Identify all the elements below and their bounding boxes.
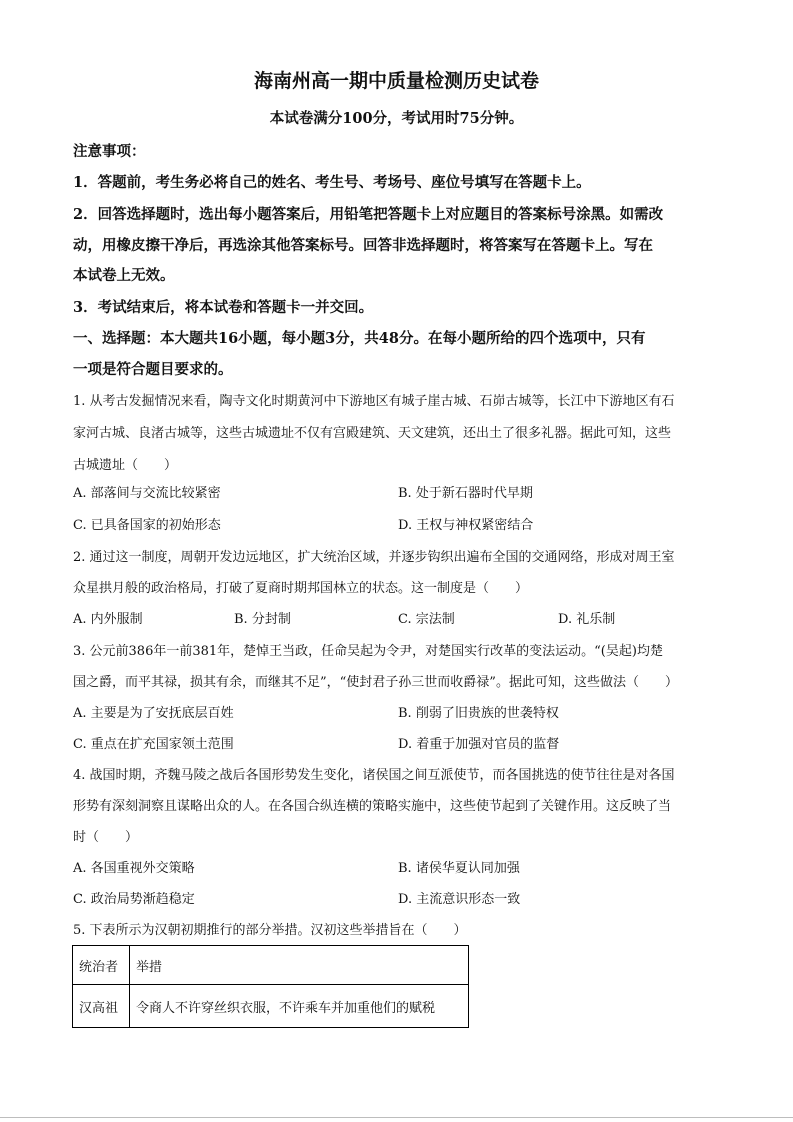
table-header-measures: 举措 (130, 946, 469, 985)
question-1-option-a: A. 部落间与交流比较紧密 (73, 486, 221, 501)
question-1-option-b: B. 处于新石器时代早期 (398, 486, 533, 501)
section-heading-line-1: 一、选择题：本大题共16小题，每小题3分，共48分。在每小题所给的四个选项中，只有 (73, 330, 646, 347)
question-2-line-2: 众星拱月般的政治格局，打破了夏商时期邦国林立的状态。这一制度是（ ） (73, 581, 529, 596)
question-4-line-2: 形势有深刻洞察且谋略出众的人。在各国合纵连横的策略实施中，这些使节起到了关键作用。这反映了当 (73, 799, 672, 814)
question-1-option-d: D. 王权与神权紧密结合 (398, 518, 534, 533)
question-4-line-3: 时（ ） (73, 830, 139, 845)
question-2-option-c: C. 宗法制 (398, 612, 455, 627)
question-3-line-2: 国之爵，而平其禄，损其有余，而继其不足”，“使封君子孙三世而收爵禄”。据此可知，这些做法（ ） (73, 675, 678, 690)
question-3-option-a: A. 主要是为了安抚底层百姓 (73, 706, 234, 721)
table-header-ruler: 统治者 (73, 946, 130, 985)
note-item-1: 1．答题前，考生务必将自己的姓名、考生号、考场号、座位号填写在答题卡上。 (73, 174, 591, 191)
measures-table (72, 945, 469, 1028)
table-header-row (73, 946, 469, 985)
question-1-line-1: 1. 从考古发掘情况来看，陶寺文化时期黄河中下游地区有城子崖古城、石峁古城等，长江中下游地区有石 (73, 394, 675, 409)
notes-heading: 注意事项： (73, 143, 146, 160)
page-title: 海南州高一期中质量检测历史试卷 (253, 70, 539, 92)
question-2-line-1: 2. 通过这一制度，周朝开发边远地区，扩大统治区域，并逐步钩织出遍布全国的交通网络，形成对周王室 (73, 550, 675, 565)
question-2-option-d: D. 礼乐制 (558, 612, 616, 627)
question-3-option-c: C. 重点在扩充国家领土范围 (73, 737, 234, 752)
note-item-2-line-1: 2．回答选择题时，选出每小题答案后，用铅笔把答题卡上对应题目的答案标号涂黑。如需改 (73, 206, 664, 223)
table-row (73, 985, 469, 1028)
question-4-option-b: B. 诸侯华夏认同加强 (398, 861, 520, 876)
question-2-option-a: A. 内外服制 (73, 612, 143, 627)
exam-info: 本试卷满分100分，考试用时75分钟。 (269, 110, 524, 127)
question-2-option-b: B. 分封制 (234, 612, 291, 627)
note-item-2-line-3: 本试卷上无效。 (73, 267, 175, 284)
question-1-line-2: 家河古城、良渚古城等，这些古城遗址不仅有宫殿建筑、天文建筑，还出土了很多礼器。据此可知，这些 (73, 426, 672, 441)
question-4-option-d: D. 主流意识形态一致 (398, 892, 521, 907)
note-item-3: 3．考试结束后，将本试卷和答题卡一并交回。 (73, 299, 374, 316)
question-5-line-1: 5. 下表所示为汉朝初期推行的部分举措。汉初这些举措旨在（ ） (73, 923, 467, 938)
question-1-line-3: 古城遗址（ ） (73, 458, 178, 473)
question-1-option-c: C. 已具备国家的初始形态 (73, 518, 221, 533)
question-4-line-1: 4. 战国时期，齐魏马陵之战后各国形势发生变化，诸侯国之间互派使节，而各国挑选的使节往往是对各国 (73, 768, 675, 783)
table-cell-ruler: 汉高祖 (73, 985, 130, 1028)
question-3-line-1: 3. 公元前386年一前381年，楚悼王当政，任命吴起为令尹，对楚国实行改革的变法运动。“(吴起)均楚 (73, 644, 663, 659)
page-bottom-divider (0, 1117, 793, 1118)
question-4-option-c: C. 政治局势渐趋稳定 (73, 892, 195, 907)
table-cell-measure: 令商人不许穿丝织衣服，不许乘车并加重他们的赋税 (130, 985, 469, 1028)
question-3-option-b: B. 削弱了旧贵族的世袭特权 (398, 706, 559, 721)
question-4-option-a: A. 各国重视外交策略 (73, 861, 195, 876)
section-heading-line-2: 一项是符合题目要求的。 (73, 361, 233, 378)
question-3-option-d: D. 着重于加强对官员的监督 (398, 737, 560, 752)
note-item-2-line-2: 动，用橡皮擦干净后，再选涂其他答案标号。回答非选择题时，将答案写在答题卡上。写在 (73, 237, 653, 254)
